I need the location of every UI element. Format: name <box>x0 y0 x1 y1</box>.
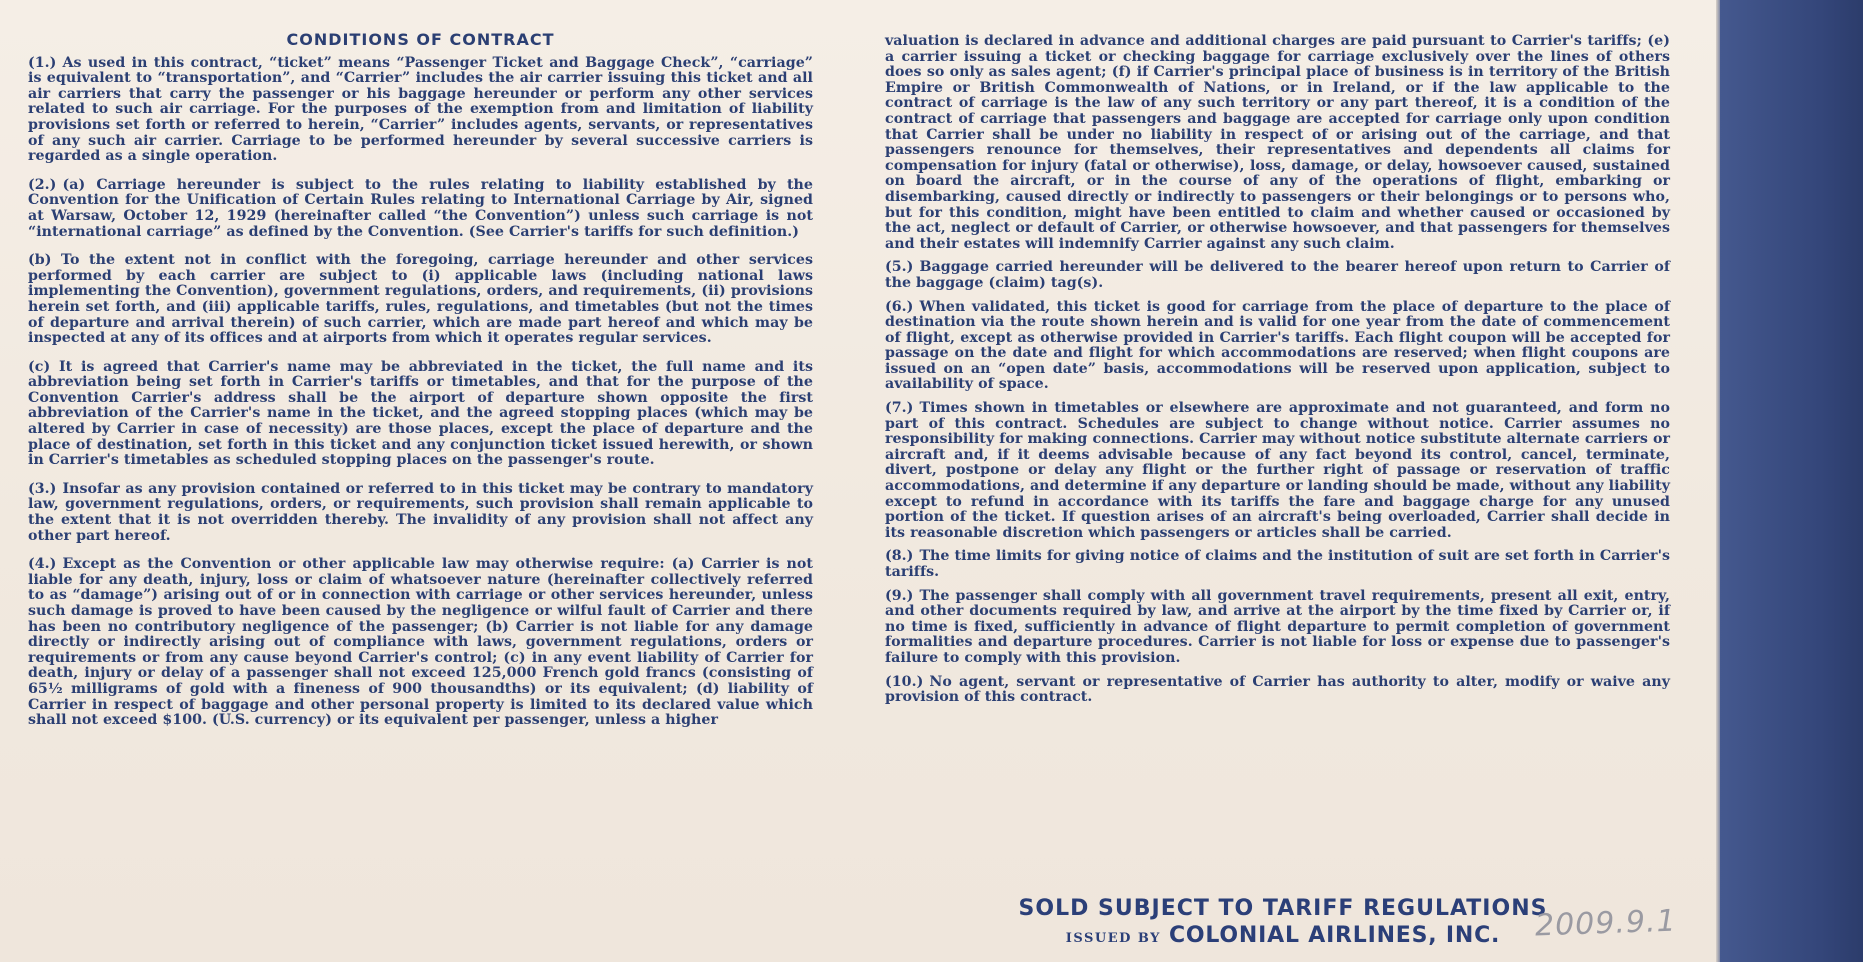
right-column <box>885 34 1670 714</box>
handwritten-date: 2009.9.1 <box>1534 903 1678 944</box>
clause-text: The time limits for giving notice of claims and the institution of suit are set forth in Carrier's tariffs. <box>885 548 1670 580</box>
clause-number: (1.) <box>28 54 57 71</box>
clause-6 <box>885 300 1670 394</box>
clause-4 <box>28 557 813 729</box>
clause-number: (9.) <box>885 587 914 604</box>
clause-3 <box>28 482 813 544</box>
clause-1 <box>28 56 813 165</box>
clause-number: (3.) <box>28 480 57 497</box>
clause-2b <box>28 253 813 347</box>
clause-5 <box>885 260 1670 291</box>
clause-text: (c) It is agreed that Carrier's name may be abbreviated in the ticket, the full name and its abbreviation being set forth in Carrier's tariffs or timetables, and that for the purpose of the Convention Carrier's address shall be the airport of departure shown opposite the first abbreviation of the Carrier's name in the ticket, and the agreed stopping places (which may be altered by Carrier in case of necessity) are those places, except the place of departure and the place of destination, set forth in this ticket and any conjunction ticket issued herewith, or shown in Carrier's timetables as scheduled stopping places on the passenger's route. <box>28 358 813 469</box>
clause-9 <box>885 589 1670 667</box>
clause-text: (a) Carriage hereunder is subject to the rules relating to liability established by the Convention for the Unification of Certain Rules relating to International Carriage by Air, signed at Warsaw, October 12, 1929 (hereinafter called “the Convention”) unless such carriage is not “international carriage” as defined by the Convention. (See Carrier's tariffs for such definition.) <box>28 176 813 240</box>
clause-text: Times shown in timetables or elsewhere are approximate and not guaranteed, and form no part of this contract. Schedules are subject to change without notice. Carrier assumes no responsibility for making connections. Carrier may without notice substitute alternate carriers or aircraft and, if it deems advisable because of any fact beyond its control, cancel, terminate, divert, postpone or delay any flight or the further right of passage or reservation of traffic accommodations, and determine if any departure or landing should be made, without any liability except to refund in accordance with its tariffs the fare and baggage charge for any unused portion of the ticket. If question arises of an aircraft's being overloaded, Carrier shall decide in its reasonable discretion which passengers or articles shall be carried. <box>885 400 1670 541</box>
clause-text: No agent, servant or representative of Carrier has authority to alter, modify or waive any provision of this contract. <box>885 673 1670 706</box>
clause-10 <box>885 675 1670 706</box>
clause-text: The passenger shall comply with all government travel requirements, present all exit, entry, and other documents required by law, and arrive at the airport by the time fixed by Carrier or, if no time is fixed, sufficiently in advance of flight departure to permit completion of government formalities and departure procedures. Carrier is not liable for loss or expense due to passenger's failure to comply with this provision. <box>885 587 1670 666</box>
ticket-cover <box>1720 0 1863 962</box>
clause-number: (8.) <box>885 548 914 565</box>
clause-number: (7.) <box>885 400 914 417</box>
clause-text: When validated, this ticket is good for carriage from the place of departure to the place of destination via the route shown herein and is valid for one year from the date of commencement of flight, except as otherwise provided in Carrier's tariffs. Each flight coupon will be accepted for passage on the date and flight for which accommodations are reserved; when flight coupons are issued on an “open date” basis, accommodations will be reserved upon application, subject to availability of space. <box>885 298 1670 393</box>
left-column <box>28 32 813 742</box>
clause-number: (6.) <box>885 298 914 315</box>
document-title: CONDITIONS OF CONTRACT <box>286 30 555 49</box>
clause-7 <box>885 401 1670 541</box>
clause-2c <box>28 360 813 469</box>
tariff-notice: SOLD SUBJECT TO TARIFF REGULATIONS <box>1018 896 1548 921</box>
clause-text: Except as the Convention or other applicable law may otherwise require: (a) Carrier is not liable for any death, injury, loss or claim of whatsoever nature (hereinafter collectively referred to as “damage”) arising out of or in connection with carriage or other services hereunder, unless such damage is proved to have been caused by the negligence or wilful fault of Carrier and there has been no contributory negligence of the passenger; (b) Carrier is not liable for any damage directly or indirectly arising out of compliance with laws, government regulations, orders or requirements or from any cause beyond Carrier's control; (c) in any event liability of Carrier for death, injury or delay of a passenger shall not exceed 125,000 French gold francs (consisting of 65½ milligrams of gold with a fineness of 900 thousandths) or its equivalent; (d) liability of Carrier in respect of baggage and other personal property is limited to its declared value which shall not exceed $100. (U.S. currency) or its equivalent per passenger, unless a higher <box>28 556 813 729</box>
clause-4-continued <box>885 34 1670 252</box>
issued-by-label: ISSUED BY <box>1065 931 1161 946</box>
clause-number: (2.) <box>28 176 57 193</box>
clause-2a <box>28 178 813 240</box>
clause-text: (b) To the extent not in conflict with the foregoing, carriage hereunder and other services performed by each carrier are subject to (i) applicable laws (including national laws implementing the Convention), government regulations, orders, and requirements, (ii) provisions herein set forth, and (iii) applicable tariffs, rules, regulations, and timetables (but not the times of departure and arrival therein) of such carrier, which are made part hereof and which may be inspected at any of its offices and at airports from which it operates regular services. <box>28 252 813 347</box>
clause-text: Insofar as any provision contained or referred to in this ticket may be contrary to mandatory law, government regulations, orders, or requirements, such provision shall remain applicable to the extent that it is not overridden thereby. The invalidity of any provision shall not affect any other part hereof. <box>28 480 813 544</box>
clause-text: As used in this contract, “ticket” means “Passenger Ticket and Baggage Check”, “carriage” is equivalent to “transportation”, and “Carrier” includes the air carrier issuing this ticket and all air carriers that carry the passenger or his baggage hereunder or perform any other services related to such air carriage. For the purposes of the exemption from and limitation of liability provisions set forth or referred to herein, “Carrier” includes agents, servants, or representatives of any such air carrier. Carriage to be performed hereunder by several successive carriers is regarded as a single operation. <box>28 54 813 165</box>
clause-number: (4.) <box>28 556 57 573</box>
clause-text: valuation is declared in advance and additional charges are paid pursuant to Carrier's tariffs; (e) a carrier issuing a ticket or checking baggage for carriage exclusively over the lines of others does so only as sales agent; (f) if Carrier's principal place of business is in territory of the British Empire or British Commonwealth of Nations, or in Ireland, or if the law applicable to the contract of carriage is the law of any such territory or any part thereof, it is a condition of the contract of carriage that passengers and baggage are accepted for carriage only upon condition that Carrier shall be under no liability in respect of or arising out of the carriage, and that passengers renounce for themselves, their representatives and dependents all claims for compensation for injury (fatal or otherwise), loss, damage, or delay, howsoever caused, sustained on board the aircraft, or in the course of any of the operations of flight, embarking or disembarking, caused directly or indirectly to passengers or their belongings or to persons who, but for this condition, might have been entitled to claim and whether caused or occasioned by the act, neglect or default of Carrier, or otherwise howsoever, and that passengers for themselves and their estates will indemnify Carrier against any such claim. <box>885 33 1670 252</box>
clause-number: (10.) <box>885 673 924 690</box>
clause-8 <box>885 549 1670 580</box>
ticket-footer <box>1003 896 1563 948</box>
issuer-line <box>1003 923 1563 948</box>
clause-text: Baggage carried hereunder will be delivered to the bearer hereof upon return to Carrier of the baggage (claim) tag(s). <box>885 259 1670 291</box>
airline-name: COLONIAL AIRLINES, INC. <box>1168 923 1501 948</box>
clause-number: (5.) <box>885 259 914 276</box>
